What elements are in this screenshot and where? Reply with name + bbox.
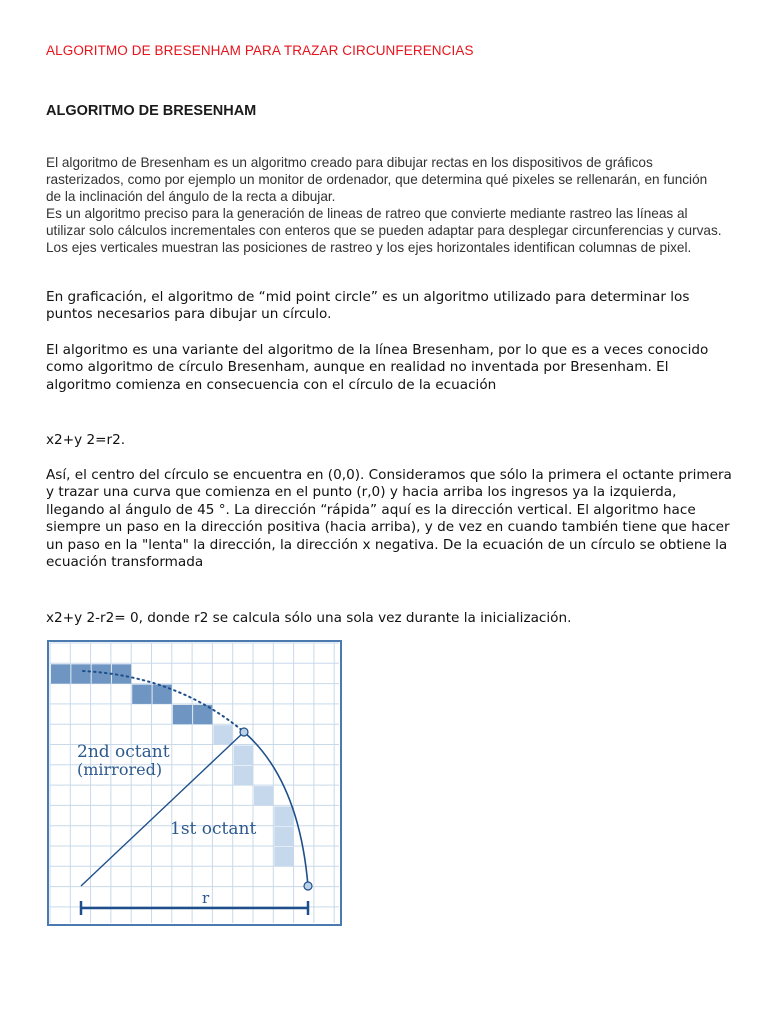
equation-circle — [46, 432, 736, 449]
paragraph-text: Así, el centro del círculo se encuentra en (0,0). Consideramos que sólo la primera el octante primera y trazar una curva que comienza en el punto (r,0) y hacia arriba los ingresos ya la izquierda, llegando al ángulo de 45 °. La dirección “rápida” aquí es la dirección vertical. El algoritmo hace siempre un paso en la dirección positiva (hacia arriba), y de vez en cuando también tiene que hacer un paso en la "lenta" la dirección, la dirección x negativa. De la ecuación de un círculo se obtiene la ecuación transformada — [46, 467, 732, 571]
dark-pixel — [132, 685, 151, 704]
equation-text: x2+y 2-r2= 0, donde r2 se calcula sólo una sola vez durante la inicialización. — [46, 610, 572, 626]
intro-paragraph-2: Es un algoritmo preciso para la generación de lineas de ratreo que convierte mediante rastreo las líneas al utilizar solo cálculos incrementales con enteros que se pueden adaptar para desplegar circunferencias y curvas. Los ejes verticales muestran las posiciones de rastreo y los ejes horizontales identifican columnas de pixel. — [46, 206, 722, 255]
start-point — [304, 882, 312, 890]
light-pixel — [274, 847, 293, 866]
second-octant-label: 2nd octant — [77, 742, 170, 762]
dark-pixel — [51, 664, 70, 683]
octant-figure — [47, 640, 343, 926]
intro-text — [46, 154, 726, 256]
equation-text: x2+y 2=r2. — [46, 432, 126, 448]
radius-label: r — [202, 889, 210, 907]
octant-diagram — [47, 640, 343, 926]
dark-pixel — [92, 664, 111, 683]
paragraph-text: En graficación, el algoritmo de “mid point circle” es un algoritmo utilizado para determinar los puntos necesarios para dibujar un círculo. — [46, 289, 690, 323]
light-pixel — [274, 806, 293, 825]
document-header-title: ALGORITMO DE BRESENHAM PARA TRAZAR CIRCUNFERENCIAS — [46, 43, 474, 58]
light-pixel — [254, 786, 273, 805]
paragraph-text: El algoritmo es una variante del algoritmo de la línea Bresenham, por lo que es a veces conocido como algoritmo de círculo Bresenham, aunque en realidad no inventada por Bresenham. El algoritmo comienza en consecuencia con el círculo de la ecuación — [46, 342, 709, 393]
dark-pixel — [173, 705, 192, 724]
paragraph-octant — [46, 467, 736, 571]
paragraph-mid-point — [46, 289, 736, 324]
light-pixel — [234, 766, 253, 785]
octant-boundary-point — [240, 728, 248, 736]
section-title: ALGORITMO DE BRESENHAM — [46, 103, 257, 119]
light-pixel — [213, 725, 232, 744]
pixel-grid — [50, 643, 339, 926]
dark-pixel — [71, 664, 90, 683]
dark-pixel — [112, 664, 131, 683]
light-pixel — [234, 746, 253, 765]
mirrored-label: (mirrored) — [77, 760, 163, 779]
first-octant-label: 1st octant — [170, 819, 257, 839]
light-pixel — [274, 827, 293, 846]
paragraph-variant — [46, 342, 736, 394]
intro-paragraph-1: El algoritmo de Bresenham es un algoritmo creado para dibujar rectas en los dispositivos de gráficos rasterizados, como por ejemplo un monitor de ordenador, que determina qué pixeles se rellenarán, en función de la inclinación del ángulo de la recta a dibujar. — [46, 155, 708, 204]
equation-transformed — [46, 610, 736, 627]
